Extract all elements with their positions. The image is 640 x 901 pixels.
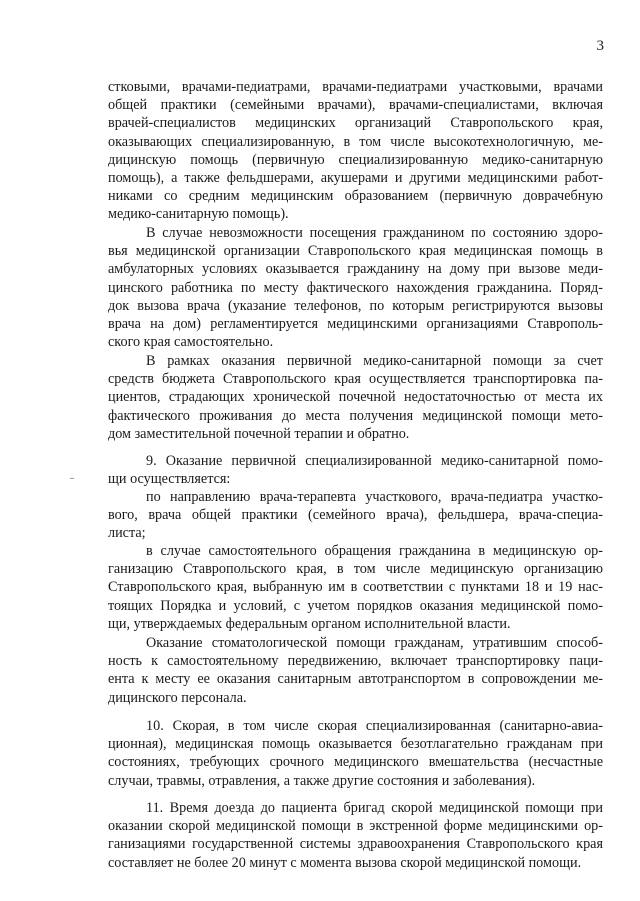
text-line: Ставропольского края, выбранную им в соответствии с пунктами 18 и 19 нас- bbox=[108, 579, 603, 596]
text-line: помощь), а также фельдшерами, акушерами и другими медицинскими работ- bbox=[108, 170, 603, 187]
text-line: щи, утверждаемых федеральным органом исполнительной власти. bbox=[108, 615, 511, 632]
text-line: составляет не более 20 минут с момента вызова скорой медицинской помощи. bbox=[108, 854, 582, 871]
text-line: ционная), медицинская помощь оказывается безотлагательно гражданам при bbox=[108, 736, 603, 753]
text-line: ганизациями государственной системы здравоохранения Ставропольского края bbox=[108, 836, 603, 853]
text-line: ганизацию Ставропольского края, в том числе медицинскую организацию bbox=[108, 561, 603, 578]
paragraph bbox=[108, 78, 603, 224]
text-line: средств бюджета Ставропольского края осуществляется транспортировка па- bbox=[108, 371, 603, 388]
text-line: состояниях, требующих срочного медицинского вмешательства (несчастные bbox=[108, 754, 603, 771]
text-line: цинского работника по месту фактического нахождения гражданина. Поряд- bbox=[108, 279, 603, 296]
text-line: амбулаторных условиях оказывается гражданину на дому при вызове меди- bbox=[108, 261, 603, 278]
paragraph bbox=[108, 452, 603, 488]
text-line: В рамках оказания первичной медико-санитарной помощи за счет bbox=[146, 353, 603, 369]
text-line: оказывающих специализированную, в том числе высокотехнологичную, ме- bbox=[108, 133, 603, 150]
paragraph bbox=[108, 634, 603, 707]
text-line: вого, врача общей практики (семейного врача), фельдшера, врача-специа- bbox=[108, 507, 603, 524]
text-line: В случае невозможности посещения гражданином по состоянию здоро- bbox=[146, 225, 603, 241]
text-line: медико-санитарную помощь). bbox=[108, 206, 289, 223]
text-line: дом заместительной почечной терапии и обратно. bbox=[108, 425, 410, 442]
text-line: оказании скорой медицинской помощи в экстренной форме медицинскими ор- bbox=[108, 818, 603, 835]
text-line: ента к месту ее оказания санитарным автотранспортом в сопровождении ме- bbox=[108, 671, 603, 688]
text-line: циентов, страдающих хронической почечной недостаточностью от места их bbox=[108, 389, 603, 406]
text-line: дицинского персонала. bbox=[108, 689, 247, 706]
text-line: вья медицинской организации Ставропольского края медицинская помощь в bbox=[108, 243, 603, 260]
text-line: в случае самостоятельного обращения гражданина в медицинскую ор- bbox=[146, 543, 603, 559]
text-line: 11. Время доезда до пациента бригад скорой медицинской помощи при bbox=[146, 800, 603, 816]
text-line: общей практики (семейными врачами), врачами-специалистами, включая bbox=[108, 97, 603, 114]
text-line: по направлению врача-терапевта участкового, врача-педиатра участко- bbox=[146, 489, 603, 505]
text-line: ского края самостоятельно. bbox=[108, 334, 274, 351]
paragraph bbox=[108, 799, 603, 872]
text-line: никами со средним медицинским образованием (первичную доврачебную bbox=[108, 188, 603, 205]
paragraph bbox=[108, 224, 603, 351]
page-number: 3 bbox=[596, 38, 604, 54]
scan-mark bbox=[70, 478, 74, 479]
text-line: фактического проживания до места получения медицинской помощи мето- bbox=[108, 407, 603, 424]
text-line: док вызова врача (указание телефонов, по которым регистрируются вызовы bbox=[108, 297, 603, 314]
text-line: ность к самостоятельному передвижению, включает транспортировку паци- bbox=[108, 653, 603, 670]
text-line: случаи, травмы, отравления, а также другие состояния и заболевания). bbox=[108, 772, 536, 789]
paragraph bbox=[108, 352, 603, 443]
text-line: 10. Скорая, в том числе скорая специализированная (санитарно-авиа- bbox=[146, 718, 603, 734]
text-line: Оказание стоматологической помощи гражданам, утратившим способ- bbox=[146, 635, 603, 651]
text-line: врача на дом) регламентируется медицинскими организациями Ставрополь- bbox=[108, 316, 603, 333]
paragraph bbox=[108, 717, 603, 790]
text-line: листа; bbox=[108, 525, 146, 542]
text-line: стковыми, врачами-педиатрами, врачами-педиатрами участковыми, врачами bbox=[108, 79, 603, 95]
text-line: дицинскую помощь (первичную специализированную медико-санитарную bbox=[108, 151, 603, 168]
text-line: тоящих Порядка и условий, с учетом порядков оказания медицинской помо- bbox=[108, 597, 603, 614]
paragraph bbox=[108, 488, 603, 543]
text-line: врачей-специалистов медицинских организаций Ставропольского края, bbox=[108, 115, 603, 132]
text-line: щи осуществляется: bbox=[108, 471, 231, 488]
text-line: 9. Оказание первичной специализированной медико-санитарной помо- bbox=[146, 453, 603, 469]
paragraph bbox=[108, 542, 603, 633]
